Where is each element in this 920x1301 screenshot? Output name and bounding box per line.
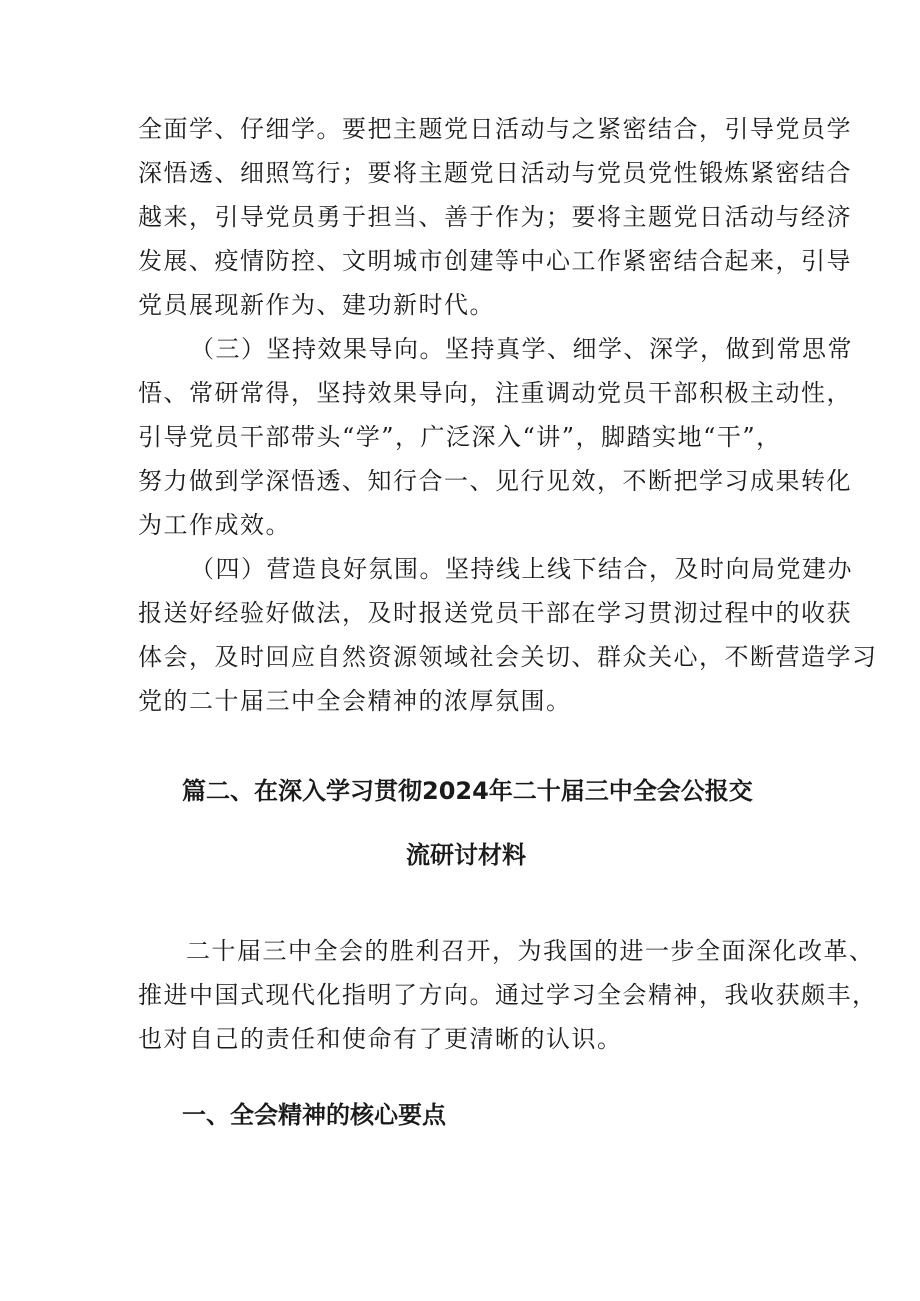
paragraph-line: 发展、疫情防控、文明城市创建等中心工作紧密结合起来，引导 — [138, 247, 852, 275]
paragraph-line: 体会，及时回应自然资源领域社会关切、群众关心，不断营造学习 — [138, 643, 878, 671]
paragraph-line: 越来，引导党员勇于担当、善于作为；要将主题党日活动与经济 — [138, 203, 852, 231]
section-heading: 一、全会精神的核心要点 — [182, 1101, 446, 1129]
paragraph-line: （四）营造良好氛围。坚持线上线下结合，及时向局党建办 — [190, 555, 853, 583]
article-title-line-1: 篇二、在深入学习贯彻2024年二十届三中全会公报交 — [182, 777, 753, 805]
paragraph-line: 深悟透、细照笃行；要将主题党日活动与党员党性锻炼紧密结合 — [138, 159, 852, 187]
paragraph-line: 党员展现新作为、建功新时代。 — [138, 291, 495, 319]
paragraph-line: （三）坚持效果导向。坚持真学、细学、深学，做到常思常 — [190, 335, 853, 363]
paragraph-line: 党的二十届三中全会精神的浓厚氛围。 — [138, 687, 572, 715]
paragraph-line: 也对自己的责任和使命有了更清晰的认识。 — [138, 1025, 623, 1053]
paragraph-line: 二十届三中全会的胜利召开，为我国的进一步全面深化改革、 — [186, 937, 875, 965]
paragraph-line: 报送好经验好做法，及时报送党员干部在学习贯沏过程中的收获 — [138, 599, 852, 627]
paragraph-line: 为工作成效。 — [138, 511, 291, 539]
paragraph-line: 努力做到学深悟透、知行合一、见行见效，不断把学习成果转化 — [138, 467, 852, 495]
article-title-line-2: 流研讨材料 — [406, 841, 526, 869]
paragraph-line: 悟、常研常得，坚持效果导向，注重调动党员干部积极主动性， — [138, 379, 852, 407]
paragraph-line: 推进中国式现代化指明了方向。通过学习全会精神，我收获颇丰， — [138, 981, 878, 1009]
paragraph-line: 全面学、仔细学。要把主题党日活动与之紧密结合，引导党员学 — [138, 115, 852, 143]
paragraph-line: 引导党员干部带头“学”，广泛深入“讲”，脚踏实地“干”， — [138, 423, 782, 451]
